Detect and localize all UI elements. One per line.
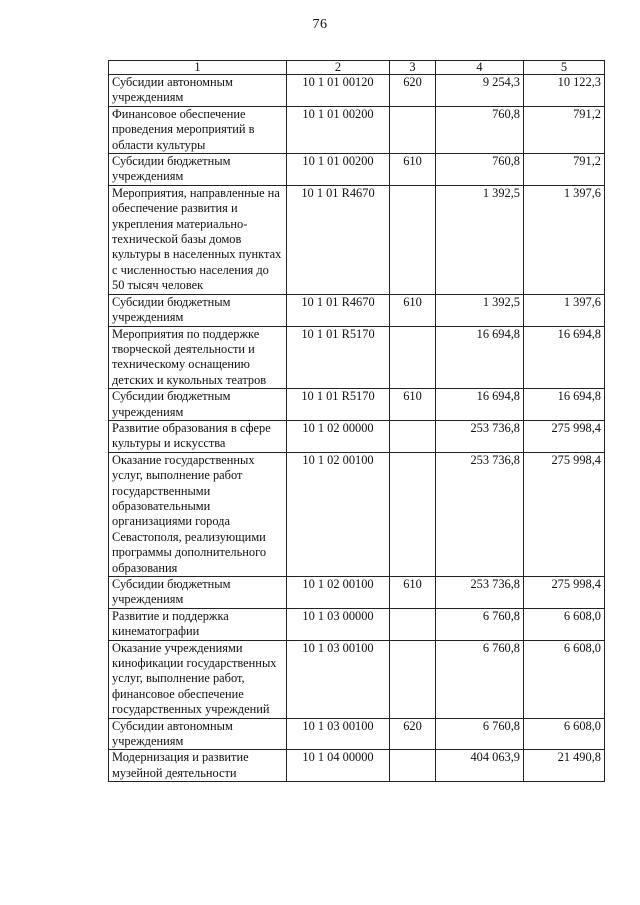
row-type-cell: 610 (390, 389, 436, 421)
row-value-5-cell: 6 608,0 (524, 640, 605, 718)
row-name-cell: Субсидии автономным учреждениям (109, 75, 287, 107)
table-row (109, 750, 605, 782)
row-value-4-cell: 760,8 (436, 154, 524, 186)
row-name-cell: Финансовое обеспечение проведения мероприятий в области культуры (109, 106, 287, 153)
row-value-4-cell: 16 694,8 (436, 389, 524, 421)
row-value-5-cell: 21 490,8 (524, 750, 605, 782)
row-code-cell: 10 1 01 R5170 (287, 326, 390, 389)
row-type-cell (390, 106, 436, 153)
table-row (109, 420, 605, 452)
row-value-5-cell: 275 998,4 (524, 577, 605, 609)
row-code-cell: 10 1 01 R5170 (287, 389, 390, 421)
row-code-cell: 10 1 01 R4670 (287, 294, 390, 326)
row-type-cell: 610 (390, 154, 436, 186)
row-name-cell: Субсидии бюджетным учреждениям (109, 154, 287, 186)
row-name-cell: Развитие и поддержка кинематографии (109, 608, 287, 640)
row-value-4-cell: 253 736,8 (436, 452, 524, 576)
row-value-5-cell: 10 122,3 (524, 75, 605, 107)
row-name-cell: Субсидии бюджетным учреждениям (109, 389, 287, 421)
row-value-5-cell: 1 397,6 (524, 185, 605, 294)
row-value-5-cell: 275 998,4 (524, 420, 605, 452)
row-code-cell: 10 1 01 00120 (287, 75, 390, 107)
row-type-cell (390, 185, 436, 294)
row-type-cell (390, 750, 436, 782)
row-type-cell (390, 452, 436, 576)
row-value-5-cell: 6 608,0 (524, 608, 605, 640)
row-type-cell (390, 608, 436, 640)
row-name-cell: Субсидии бюджетным учреждениям (109, 294, 287, 326)
table-row (109, 75, 605, 107)
row-code-cell: 10 1 03 00100 (287, 718, 390, 750)
column-header: 3 (390, 61, 436, 75)
row-type-cell: 610 (390, 577, 436, 609)
row-code-cell: 10 1 01 R4670 (287, 185, 390, 294)
row-code-cell: 10 1 03 00100 (287, 640, 390, 718)
table-row (109, 185, 605, 294)
row-value-4-cell: 404 063,9 (436, 750, 524, 782)
row-value-5-cell: 16 694,8 (524, 326, 605, 389)
row-name-cell: Оказание государственных услуг, выполнение работ государственными образовательными организациями города Севастополя, реализующими программы дополнительного образования (109, 452, 287, 576)
table-row (109, 718, 605, 750)
row-name-cell: Мероприятия по поддержке творческой деятельности и техническому оснащению детских и кукольных театров (109, 326, 287, 389)
column-header-row (109, 61, 605, 75)
row-code-cell: 10 1 01 00200 (287, 106, 390, 153)
column-header: 2 (287, 61, 390, 75)
row-type-cell (390, 326, 436, 389)
table-row (109, 577, 605, 609)
row-value-4-cell: 253 736,8 (436, 577, 524, 609)
table-row (109, 452, 605, 576)
row-value-4-cell: 6 760,8 (436, 608, 524, 640)
row-code-cell: 10 1 04 00000 (287, 750, 390, 782)
row-code-cell: 10 1 01 00200 (287, 154, 390, 186)
row-name-cell: Субсидии автономным учреждениям (109, 718, 287, 750)
table-row (109, 106, 605, 153)
row-name-cell: Оказание учреждениями кинофикации государственных услуг, выполнение работ, финансовое обеспечение государственных учреждений (109, 640, 287, 718)
row-code-cell: 10 1 03 00000 (287, 608, 390, 640)
row-code-cell: 10 1 02 00100 (287, 452, 390, 576)
table-row (109, 154, 605, 186)
row-name-cell: Модернизация и развитие музейной деятельности (109, 750, 287, 782)
row-value-5-cell: 6 608,0 (524, 718, 605, 750)
row-value-5-cell: 275 998,4 (524, 452, 605, 576)
row-name-cell: Мероприятия, направленные на обеспечение развития и укрепления материально-технической базы домов культуры в населенных пунктах с численностью населения до 50 тысяч человек (109, 185, 287, 294)
table-row (109, 608, 605, 640)
row-value-5-cell: 16 694,8 (524, 389, 605, 421)
row-name-cell: Субсидии бюджетным учреждениям (109, 577, 287, 609)
row-code-cell: 10 1 02 00000 (287, 420, 390, 452)
budget-table (108, 60, 605, 782)
row-type-cell: 610 (390, 294, 436, 326)
row-value-5-cell: 791,2 (524, 106, 605, 153)
column-header: 1 (109, 61, 287, 75)
table-row (109, 640, 605, 718)
row-value-4-cell: 760,8 (436, 106, 524, 153)
row-value-4-cell: 1 392,5 (436, 185, 524, 294)
column-header: 4 (436, 61, 524, 75)
page-number: 76 (312, 17, 328, 32)
row-value-4-cell: 1 392,5 (436, 294, 524, 326)
row-name-cell: Развитие образования в сфере культуры и искусства (109, 420, 287, 452)
column-header: 5 (524, 61, 605, 75)
row-value-4-cell: 253 736,8 (436, 420, 524, 452)
table-row (109, 326, 605, 389)
row-value-5-cell: 1 397,6 (524, 294, 605, 326)
row-value-4-cell: 6 760,8 (436, 640, 524, 718)
row-value-4-cell: 16 694,8 (436, 326, 524, 389)
row-value-5-cell: 791,2 (524, 154, 605, 186)
row-code-cell: 10 1 02 00100 (287, 577, 390, 609)
row-value-4-cell: 9 254,3 (436, 75, 524, 107)
row-type-cell (390, 420, 436, 452)
table-row (109, 389, 605, 421)
table-row (109, 294, 605, 326)
row-type-cell (390, 640, 436, 718)
row-type-cell: 620 (390, 75, 436, 107)
row-value-4-cell: 6 760,8 (436, 718, 524, 750)
row-type-cell: 620 (390, 718, 436, 750)
